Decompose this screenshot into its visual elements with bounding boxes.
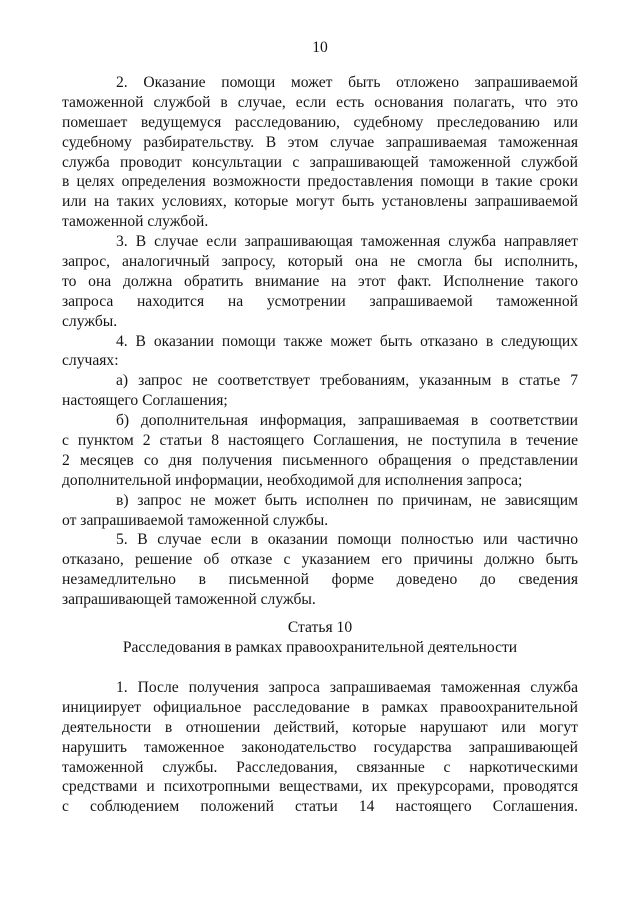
subparagraph-b <box>62 411 578 491</box>
paragraph-line: деятельности в отношении действий, которые нарушают или могут <box>62 718 578 736</box>
subparagraph-a <box>62 371 578 411</box>
paragraph-line: 2. Оказание помощи может быть отложено запрашиваемой <box>116 74 578 91</box>
paragraph-line: а) запрос не соответствует требованиям, указанным в статье 7 <box>116 372 578 390</box>
paragraph-line: запроса находится на усмотрении запрашиваемой таможенной <box>62 292 578 310</box>
paragraph-1 <box>62 678 578 817</box>
paragraph-line: то она должна обратить внимание на этот факт. Исполнение такого <box>62 272 578 290</box>
paragraph-line: отказано, решение об отказе с указанием его причины должно быть <box>62 551 578 569</box>
paragraph-3 <box>62 232 578 331</box>
article-number: Статья 10 <box>287 619 353 636</box>
paragraph-line: службы. <box>62 312 118 330</box>
paragraph-line: таможенной службой в случае, если есть основания полагать, что это <box>62 93 578 111</box>
paragraph-line: 3. В случае если запрашивающая таможенная служба направляет <box>116 233 578 251</box>
paragraph-line: с соблюдением положений статьи 14 настоящего Соглашения. <box>62 798 578 816</box>
paragraph-line: настоящего Соглашения; <box>62 392 228 410</box>
paragraph-5 <box>62 530 578 610</box>
paragraph-line: запрос, аналогичный запросу, который она не смогла бы исполнить, <box>62 253 578 271</box>
paragraph-line: инициирует официальное расследование в рамках правоохранительной <box>62 698 578 716</box>
paragraph-2 <box>62 73 578 232</box>
paragraph-line: 4. В оказании помощи также может быть отказано в следующих <box>116 332 578 350</box>
paragraph-line: 2 месяцев со дня получения письменного обращения о представлении <box>62 451 578 469</box>
paragraph-line: средствами и психотропными веществами, их прекурсорами, проводятся <box>62 778 578 796</box>
subparagraph-c <box>62 491 578 531</box>
article-title: Расследования в рамках правоохранительной деятельности <box>122 638 518 656</box>
paragraph-line: нарушить таможенное законодательство государства запрашивающей <box>62 738 578 756</box>
paragraph-line: 5. В случае если в оказании помощи полностью или частично <box>116 531 578 549</box>
paragraph-line: от запрашиваемой таможенной службы. <box>62 511 329 529</box>
paragraph-line: в целях определения возможности предоставления помощи в такие сроки <box>62 173 578 191</box>
paragraph-line: таможенной службы. Расследования, связанные с наркотическими <box>62 758 578 776</box>
paragraph-line: или на таких условиях, которые могут быть установлены запрашиваемой <box>62 193 578 211</box>
paragraph-4 <box>62 332 578 372</box>
article-heading <box>0 618 640 658</box>
paragraph-line: незамедлительно в письменной форме доведено до сведения <box>62 571 578 589</box>
paragraph-line: в) запрос не может быть исполнен по причинам, не зависящим <box>116 491 578 509</box>
paragraph-line: служба проводит консультации с запрашивающей таможенной службой <box>62 153 578 171</box>
paragraph-line: таможенной службой. <box>62 213 209 231</box>
paragraph-line: судебному разбирательству. В этом случае запрашиваемая таможенная <box>62 133 578 151</box>
paragraph-line: случаях: <box>62 352 119 370</box>
article-10-body <box>62 678 578 817</box>
paragraph-line: с пунктом 2 статьи 8 настоящего Соглашения, не поступила в течение <box>62 432 578 450</box>
paragraph-line: запрашивающей таможенной службы. <box>62 591 316 609</box>
paragraph-line: 1. После получения запроса запрашиваемая таможенная служба <box>116 679 578 696</box>
previous-article-body <box>62 73 578 610</box>
paragraph-line: б) дополнительная информация, запрашиваемая в соответствии <box>116 412 578 430</box>
paragraph-line: дополнительной информации, необходимой для исполнения запроса; <box>62 471 523 489</box>
paragraph-line: помешает ведущемуся расследованию, судебному преследованию или <box>62 113 578 131</box>
page-number: 10 <box>312 39 328 56</box>
